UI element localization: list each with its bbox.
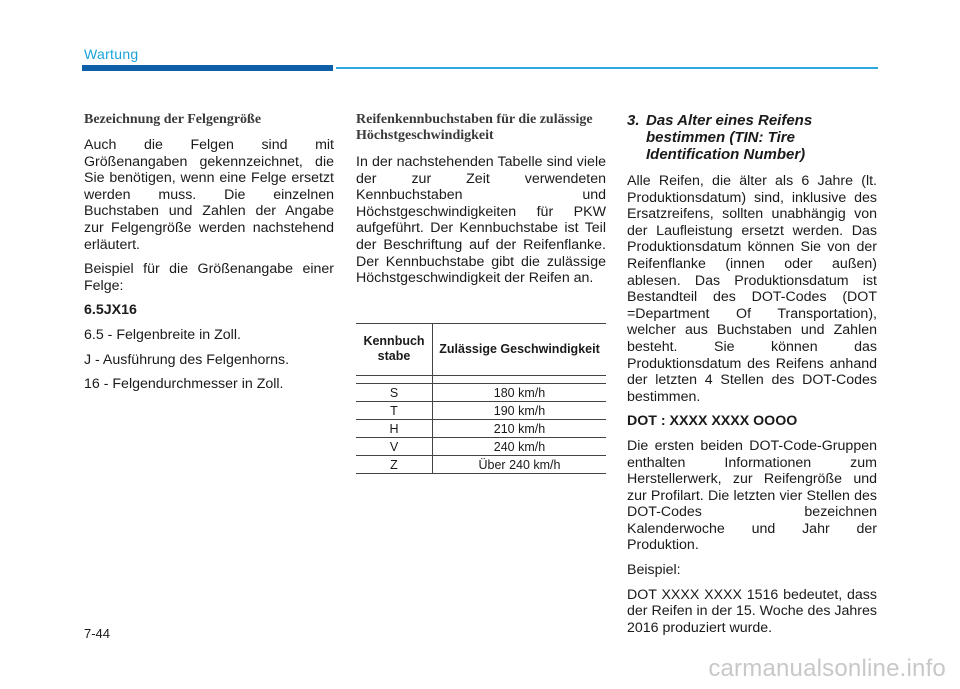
speed-cell: 210 km/h: [433, 420, 607, 438]
dot-code: DOT : XXXX XXXX OOOO: [627, 413, 798, 430]
table-row: [356, 384, 606, 402]
tire-age-heading: [627, 112, 877, 163]
header-bar-dark: [82, 65, 333, 71]
rim-size-heading: Bezeichnung der Felgengröße: [84, 112, 262, 127]
table-row: [356, 402, 606, 420]
speed-cell: 180 km/h: [433, 384, 607, 402]
code-cell: T: [356, 402, 433, 420]
rim-width-line: 6.5 - Felgenbreite in Zoll.: [84, 326, 241, 343]
code-cell: V: [356, 438, 433, 456]
speed-rating-table: [356, 323, 606, 474]
code-cell: H: [356, 420, 433, 438]
dot-example-para: DOT XXXX XXXX 1516 bedeutet, dass der Reifen in der 15. Woche des Jahres 2016 produziert wurde.: [627, 586, 877, 636]
table-row: [356, 456, 606, 474]
tire-age-para: Alle Reifen, die älter als 6 Jahre (lt. Produktionsdatum) sind, inklusive des Ersatzreifens, sollten unabhängig von der Laufleistung ersetzt werden. Das Produktionsdatum können Sie von der Reifenflanke (innen oder außen) ablesen. Das Produktionsdatum ist Bestandteil des DOT-Codes (DOT =Department Of Transportation), welcher aus Buchstaben und Zahlen besteht. Sie können das Produktionsdatum des Reifens anhand der letzten 4 Stellen des DOT-Codes bestimmen.: [627, 173, 877, 405]
rim-diameter-line: 16 - Felgendurchmesser in Zoll.: [84, 376, 284, 393]
table-row: [356, 438, 606, 456]
speed-rating-heading: Reifenkennbuchstaben für die zulässige Höchstgeschwindigkeit: [356, 112, 593, 143]
rim-size-example: 6.5JX16: [84, 302, 137, 319]
column-speed-rating: [356, 112, 606, 295]
rim-flange-line: J - Ausführung des Felgenhorns.: [84, 351, 290, 368]
watermark: carmanualsonline.info: [708, 655, 946, 682]
tire-age-heading-line1: Das Alter eines Reifens: [646, 112, 813, 129]
tire-age-heading-line2: bestimmen (TIN: Tire: [646, 129, 795, 146]
section-title: Wartung: [84, 46, 139, 62]
header-bar-light: [336, 67, 878, 69]
example-label: Beispiel:: [627, 562, 681, 579]
item-number: 3.: [627, 112, 640, 129]
code-cell: S: [356, 384, 433, 402]
speed-cell: 190 km/h: [433, 402, 607, 420]
column-tire-age: [627, 112, 877, 644]
speed-rating-intro: In der nachstehenden Tabelle sind viele der zur Zeit verwendeten Kennbuchstaben und Höchstgeschwindigkeiten für PKW aufgeführt. Der Kennbuchstabe ist Teil der Beschriftung auf der Reifenflanke. Der Kennbuchstabe gibt die zulässige Höchstgeschwindigkeit der Reifen an.: [356, 154, 606, 287]
rim-size-intro: Auch die Felgen sind mit Größenangaben gekennzeichnet, die Sie benötigen, wenn eine Felge ersetzt werden muss. Die einzelnen Buchstaben und Zahlen der Angabe zur Felgengröße werden nachstehend erläutert.: [84, 137, 334, 253]
table-spacer-row: [356, 376, 606, 384]
dot-groups-para: Die ersten beiden DOT-Code-Gruppen enthalten Informationen zum Herstellerwerk, zur Reifengröße und zur Profilart. Die letzten vier Stellen des DOT-Codes bezeichnen Kalenderwoche und Jahr der Produktion.: [627, 437, 877, 554]
code-cell: Z: [356, 456, 433, 474]
header-speed: Zulässige Geschwindigkeit: [433, 324, 607, 376]
table-header-row: [356, 324, 606, 376]
rim-size-example-intro: Beispiel für die Größenangabe einer Felge:: [84, 261, 334, 294]
speed-cell: 240 km/h: [433, 438, 607, 456]
table-row: [356, 420, 606, 438]
page-number: 7-44: [84, 626, 111, 641]
header-code: Kennbuch stabe: [356, 324, 433, 376]
column-rim-size: [84, 112, 334, 401]
speed-cell: Über 240 km/h: [433, 456, 607, 474]
tire-age-heading-line3: Identification Number): [646, 146, 806, 163]
